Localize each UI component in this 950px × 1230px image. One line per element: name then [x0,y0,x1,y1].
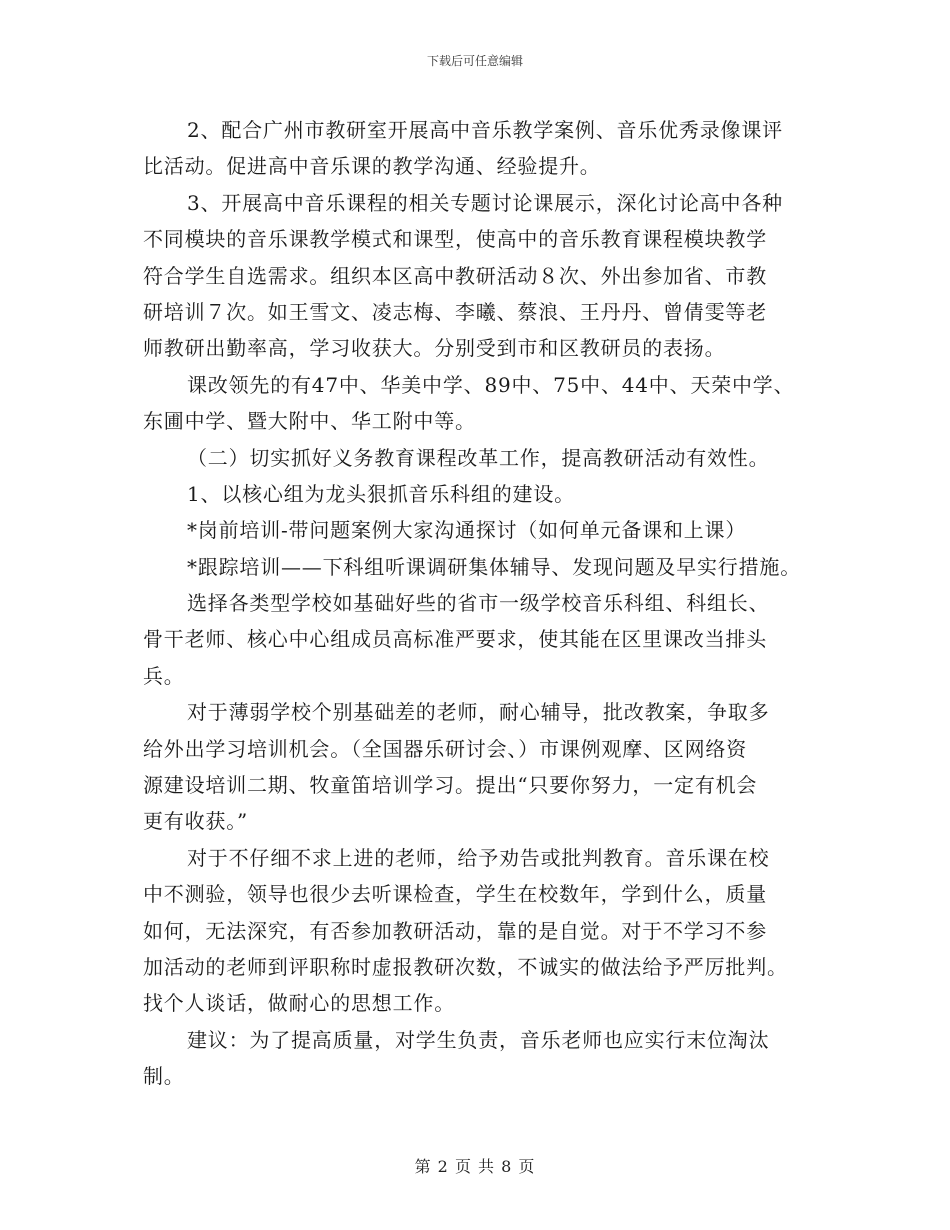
text-line: *岗前培训-带问题案例大家沟通探讨（如何单元备课和上课） [187,518,747,543]
text-line: 如何，无法深究，有否参加教研活动，靠的是自觉。对于不学习不参 [143,918,767,943]
text-line: 比活动。促进高中音乐课的教学沟通、经验提升。 [143,154,601,179]
text-line: 3、开展高中音乐课程的相关专题讨论课展示，深化讨论高中各种 [187,190,783,215]
text-line: 兵。 [143,663,185,688]
text-line: （二）切实抓好义务教育课程改革工作，提高教研活动有效性。 [187,445,770,470]
text-line: 不同模块的音乐课教学模式和课型，使高中的音乐教育课程模块教学 [143,227,767,252]
text-line: 研培训７次。如王雪文、凌志梅、李曦、蔡浪、王丹丹、曾倩雯等老 [143,299,767,324]
page-header: 下载后可任意编辑 [426,54,523,68]
text-line: 选择各类型学校如基础好些的省市一级学校音乐科组、科组长、 [187,591,770,616]
document-body [143,112,823,1095]
text-line: 骨干老师、核心中心组成员高标准严要求，使其能在区里课改当排头 [143,627,767,652]
text-line: 源建设培训二期、牧童笛培训学习。提出“只要你努力，一定有机会 [143,773,758,798]
text-line: 2、配合广州市教研室开展高中音乐教学案例、音乐优秀录像课评 [187,118,783,142]
text-line: *跟踪培训——下科组听课调研集体辅导、发现问题及早实行措施。 [187,554,801,579]
text-line: 对于不仔细不求上进的老师，给予劝告或批判教育。音乐课在校 [187,845,770,870]
text-line: 加活动的老师到评职称时虚报教研次数，不诚实的做法给予严厉批判。 [143,954,788,979]
text-line: 课改领先的有47中、华美中学、89中、75中、44中、天荣中学、 [187,372,795,397]
text-line: 1、以核心组为龙头狠抓音乐科组的建设。 [187,481,575,506]
text-line: 符合学生自选需求。组织本区高中教研活动８次、外出参加省、市教 [143,263,767,288]
text-line: 对于薄弱学校个别基础差的老师，耐心辅导，批改教案，争取多 [187,700,770,725]
text-line: 更有收获。” [143,809,249,834]
text-line: 找个人谈话，做耐心的思想工作。 [143,991,455,1016]
text-line: 东圃中学、暨大附中、华工附中等。 [143,409,476,434]
text-line: 中不测验，领导也很少去听课检查，学生在校数年，学到什么，质量 [143,882,767,907]
text-line: 建议：为了提高质量，对学生负责，音乐老师也应实行末位淘汰 [187,1027,770,1052]
text-line: 给外出学习培训机会。（全国器乐研讨会、）市课例观摩、区网络资 [143,736,747,761]
text-line: 师教研出勤率高，学习收获大。分别受到市和区教研员的表扬。 [143,336,726,361]
page-number-footer: 第 2 页 共 8 页 [414,1157,536,1176]
text-line: 制。 [143,1064,185,1089]
